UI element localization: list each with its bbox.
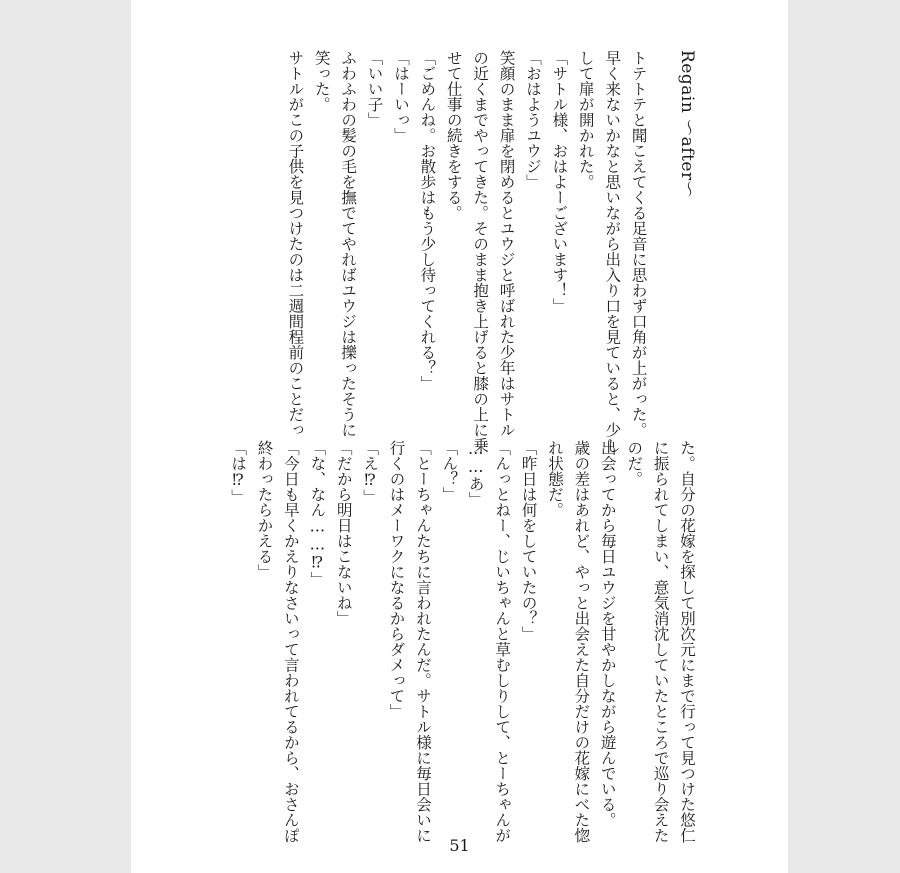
- text-line: 歳の差はあれど、やっと出会えた自分だけの花嫁にべた惚: [572, 440, 591, 843]
- text-line: 「昨日は何をしていたの？」: [519, 440, 538, 642]
- text-line: 早く来ないかなと思いながら出入り口を見ていると、少し: [603, 50, 622, 453]
- chapter-title: Regain ～after～: [677, 50, 697, 199]
- text-line: 「だから明日はこないね」: [334, 440, 353, 626]
- text-line: 「いい子」: [365, 50, 384, 128]
- text-line: せて仕事の続きをする。: [444, 50, 463, 221]
- text-block-top: [282, 50, 700, 453]
- text-line: 「んっとねー、じいちゃんと草むしりして、とーちゃんが: [493, 440, 512, 843]
- text-line: 「え⁉」: [361, 440, 380, 505]
- text-line: に振られてしまい、意気消沈していたところで巡り会えた: [651, 440, 670, 843]
- text-line: ……あ」: [466, 440, 485, 507]
- text-line: の近くまでやってきた。そのまま抱き上げると膝の上に乗: [471, 50, 490, 453]
- text-line: 「ん？」: [440, 440, 459, 502]
- page-number: 51: [449, 836, 470, 855]
- text-line: のだ。: [625, 440, 644, 487]
- text-line: 「とーちゃんたちに言われたんだ。サトル様に毎日会いに: [413, 440, 432, 843]
- text-line: 笑った。: [312, 50, 331, 112]
- text-line: サトルがこの子供を見つけたのは二週間程前のことだっ: [286, 50, 305, 438]
- text-line: れ状態だ。: [545, 440, 564, 518]
- text-line: 「サトル様、おはよーございます！」: [550, 50, 569, 314]
- text-line: 「は⁉」: [229, 440, 248, 505]
- text-line: 「おはようユウジ」: [523, 50, 542, 190]
- text-line: 終わったらかえる」: [255, 440, 274, 580]
- text-line: ふわふわの髪の毛を撫でてやればユウジは擽ったそうに: [339, 50, 358, 438]
- text-block-bottom: [225, 440, 700, 843]
- text-line: トテトテと聞こえてくる足音に思わず口角が上がった。: [629, 50, 648, 438]
- text-line: た。自分の花嫁を探して別次元にまで行って見つけた悠仁: [678, 440, 696, 843]
- text-line: 「な、なん……⁉」: [308, 440, 327, 587]
- text-line: 出会ってから毎日ユウジを甘やかしながら遊んでいる。: [598, 440, 617, 828]
- text-line: 笑顔のまま扉を閉めるとユウジと呼ばれた少年はサトル: [497, 50, 516, 438]
- text-line: 「ごめんね。お散歩はもう少し待ってくれる？」: [418, 50, 437, 391]
- text-line: して扉が開かれた。: [576, 50, 595, 190]
- text-line: 「今日も早くかえりなさいって言われてるから、おさんぽ: [281, 440, 300, 843]
- text-line: 「はーいっ」: [391, 50, 410, 143]
- book-page: [131, 0, 788, 873]
- text-line: 行くのはメーワクになるからダメって」: [387, 440, 406, 719]
